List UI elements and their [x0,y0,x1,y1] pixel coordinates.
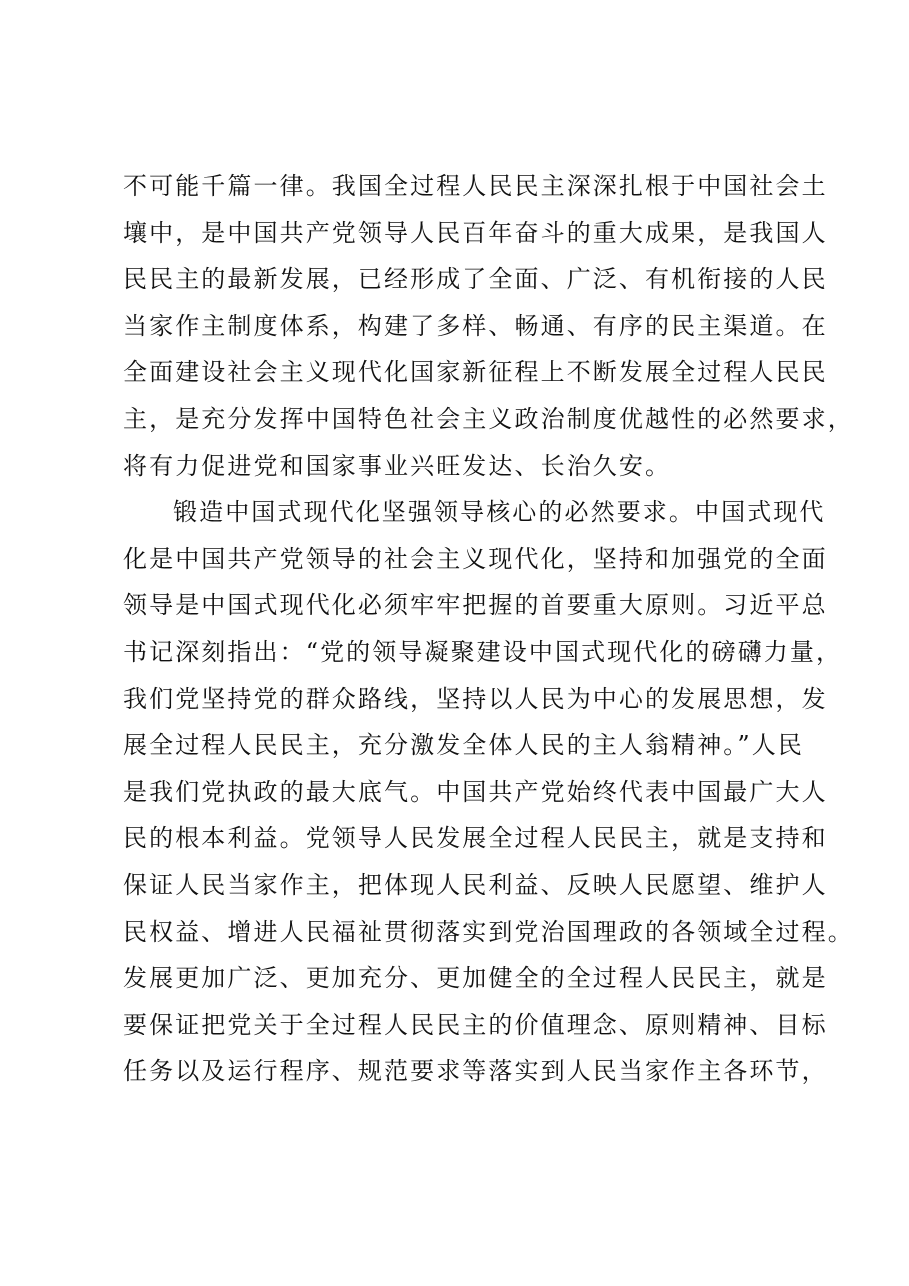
text-line: 民民主的最新发展，已经形成了全面、广泛、有机衔接的人民 [123,265,828,294]
text-line: 壤中，是中国共产党领导人民百年奋斗的重大成果，是我国人 [123,218,828,247]
paragraph-start-line: 锻造中国式现代化坚强领导核心的必然要求。中国式现代 [173,498,826,527]
text-line: 我们党坚持党的群众路线，坚持以人民为中心的发展思想，发 [123,684,828,713]
text-line: 将有力促进党和国家事业兴旺发达、长治久安。 [123,451,672,480]
document-body [123,163,854,1095]
text-line: 化是中国共产党领导的社会主义现代化，坚持和加强党的全面 [123,544,828,573]
text-line: 当家作主制度体系，构建了多样、畅通、有序的民主渠道。在 [123,311,828,340]
text-line: 要保证把党关于全过程人民民主的价值理念、原则精神、目标 [123,1010,828,1039]
text-line: 任务以及运行程序、规范要求等落实到人民当家作主各环节， [123,1057,828,1086]
text-line: 民权益、增进人民福祉贯彻落实到党治国理政的各领域全过程。 [123,917,854,946]
text-line: 全面建设社会主义现代化国家新征程上不断发展全过程人民民 [123,358,828,387]
text-line: 发展更加广泛、更加充分、更加健全的全过程人民民主，就是 [123,964,828,993]
text-line: 民的根本利益。党领导人民发展全过程人民民主，就是支持和 [123,824,828,853]
text-line: 领导是中国式现代化必须牢牢把握的首要重大原则。习近平总 [123,591,828,620]
text-line: 是我们党执政的最大底气。中国共产党始终代表中国最广大人 [123,777,828,806]
text-line: 展全过程人民民主，充分激发全体人民的主人翁精神。”人民 [123,731,804,760]
text-line: 主，是充分发挥中国特色社会主义政治制度优越性的必然要求， [123,404,854,433]
text-line: 书记深刻指出：“党的领导凝聚建设中国式现代化的磅礴力量， [123,637,843,666]
text-line: 保证人民当家作主，把体现人民利益、反映人民愿望、维护人 [123,870,828,899]
text-line: 不可能千篇一律。我国全过程人民民主深深扎根于中国社会土 [123,172,828,200]
